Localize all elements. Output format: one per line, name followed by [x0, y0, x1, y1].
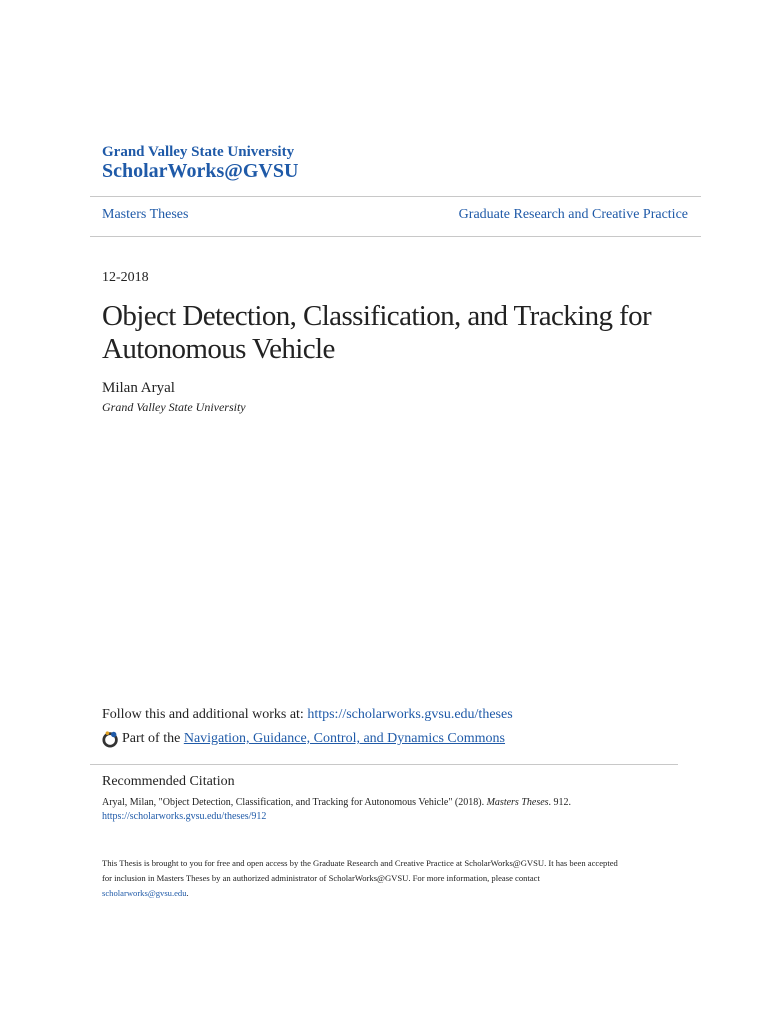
masters-theses-link[interactable]: Masters Theses: [102, 207, 189, 222]
title-line-1: Object Detection, Classification, and Tracking for: [102, 300, 652, 332]
author-affiliation: Grand Valley State University: [102, 400, 246, 414]
follow-line: [102, 707, 513, 723]
access-notice: [102, 856, 682, 901]
citation-rule: [90, 764, 678, 765]
follow-prefix: Follow this and additional works at:: [102, 707, 308, 722]
citation-series: Masters Theses: [486, 797, 549, 808]
citation-number: . 912.: [548, 797, 572, 808]
part-of-line: [102, 730, 505, 748]
citation-url-link[interactable]: https://scholarworks.gvsu.edu/theses/912: [102, 811, 267, 822]
citation-main: Aryal, Milan, "Object Detection, Classification, and Tracking for Autonomous Vehicle" (2018).: [102, 797, 487, 808]
paper-title: [102, 300, 682, 366]
author-name: Milan Aryal: [102, 380, 175, 396]
header-rule-bottom: [90, 236, 701, 237]
access-notice-line-1: This Thesis is brought to you for free and open access by the Graduate Research and Creative Practice at ScholarWorks@GVSU. It has been accepted: [102, 858, 618, 868]
title-line-2: Autonomous Vehicle: [102, 333, 335, 365]
commons-link[interactable]: Navigation, Guidance, Control, and Dynamics Commons: [183, 731, 506, 746]
theses-url-link[interactable]: https://scholarworks.gvsu.edu/theses: [307, 707, 513, 722]
publication-date: 12-2018: [102, 270, 149, 285]
access-notice-line-3: [102, 886, 682, 901]
part-prefix: Part of the: [122, 731, 181, 746]
citation-text: [102, 796, 702, 824]
repository-name[interactable]: ScholarWorks@GVSU: [102, 160, 299, 182]
header-rule-top: [90, 196, 701, 197]
network-commons-icon: [102, 730, 120, 748]
email-suffix: .: [186, 888, 189, 898]
graduate-research-link[interactable]: Graduate Research and Creative Practice: [458, 207, 688, 222]
access-notice-line-2: for inclusion in Masters Theses by an authorized administrator of ScholarWorks@GVSU. For more information, please contact: [102, 873, 540, 883]
contact-email-link[interactable]: scholarworks@gvsu.edu: [102, 888, 187, 898]
citation-heading: Recommended Citation: [102, 774, 235, 789]
university-name: Grand Valley State University: [102, 144, 295, 160]
